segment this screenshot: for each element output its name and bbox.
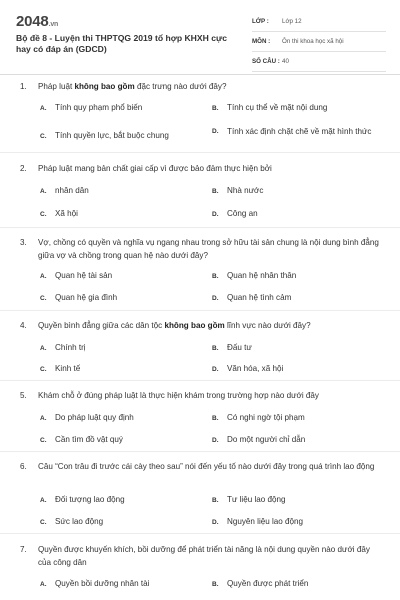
meta-value: Ôn thi khoa học xã hội [282,38,344,45]
option-letter: D. [212,437,219,444]
option-text: Quyền được phát triển [227,579,309,588]
option-d[interactable] [212,125,384,137]
option-letter: C. [40,211,47,218]
meta-row-subject [252,32,386,52]
meta-label: MÔN : [252,38,271,45]
question-stem [20,236,380,262]
option-text: Đấu tư [227,343,252,352]
option-letter: C. [40,437,47,444]
option-letter: B. [212,345,219,352]
logo-suffix: .vn [48,21,59,28]
option-c[interactable] [40,292,200,304]
option-letter: A. [40,581,47,588]
meta-label: LỚP : [252,18,269,25]
question-number: 2. [20,164,27,173]
question-divider [0,310,400,311]
logo-text: 2048 [16,13,49,30]
option-text: Đối tượng lao động [55,495,125,504]
question-number: 5. [20,391,27,400]
option-letter: B. [212,415,219,422]
option-b[interactable] [212,412,382,424]
question-7 [20,543,380,569]
option-a[interactable] [40,494,200,506]
option-d[interactable] [212,363,382,375]
option-letter: A. [40,415,47,422]
meta-row-count [252,52,386,72]
option-text: Nguyên liệu lao động [227,517,304,526]
option-c[interactable] [40,130,210,142]
option-c[interactable] [40,434,200,446]
option-a[interactable] [40,270,200,282]
option-letter: A. [40,497,47,504]
option-text: Quan hệ tài sản [55,271,113,280]
option-d[interactable] [212,208,382,220]
question-text-part: đặc trưng nào dưới đây? [134,82,227,91]
question-divider [0,533,400,534]
question-number: 7. [20,545,27,554]
option-text: Do pháp luật quy định [55,413,134,422]
meta-value: Lớp 12 [282,18,302,25]
option-letter: D. [212,519,219,526]
option-letter: D. [212,128,219,135]
option-text: Xã hội [55,209,78,218]
document-title: Bộ đề 8 - Luyện thi THPTQG 2019 tổ hợp KHXH cực hay có đáp án (GDCD) [16,33,227,54]
option-text: Có nghi ngờ tội phạm [227,413,305,422]
option-letter: B. [212,273,219,280]
question-stem [20,389,380,402]
option-a[interactable] [40,185,200,197]
question-text: Khám chỗ ở đúng pháp luật là thực hiện khám trong trường hợp nào dưới đây [38,391,319,400]
option-letter: B. [212,188,219,195]
option-text: Nhà nước [227,186,264,195]
option-letter: C. [40,133,47,140]
option-letter: A. [40,273,47,280]
option-d[interactable] [212,292,382,304]
option-text: Kinh tế [55,364,81,373]
option-text: Chính trị [55,343,86,352]
option-b[interactable] [212,578,382,590]
question-divider [0,152,400,153]
question-stem [20,543,380,569]
meta-table [252,12,386,72]
option-text: Quan hệ tình cảm [227,293,292,302]
option-letter: D. [212,366,219,373]
question-1 [20,80,380,93]
option-c[interactable] [40,208,200,220]
option-a[interactable] [40,102,200,114]
question-text-bold: không bao gồm [164,321,225,330]
option-letter: C. [40,366,47,373]
question-stem [20,162,380,175]
option-b[interactable] [212,270,382,282]
option-b[interactable] [212,342,382,354]
question-number: 3. [20,238,27,247]
option-d[interactable] [212,434,382,446]
question-stem [20,460,380,473]
question-number: 4. [20,321,27,330]
option-letter: C. [40,519,47,526]
option-b[interactable] [212,102,382,114]
option-c[interactable] [40,516,200,528]
question-text: Pháp luật mang bản chất giai cấp vì được bảo đảm thực hiện bởi [38,164,272,173]
question-5 [20,389,380,402]
question-4 [20,319,380,332]
option-a[interactable] [40,412,200,424]
option-text: Quyền bồi dưỡng nhân tài [55,579,150,588]
option-a[interactable] [40,578,200,590]
question-text: Quyền được khuyến khích, bồi dưỡng để phát triển tài năng là nội dung quyền nào dưới đây của công dân [38,545,370,567]
option-text: Tính cụ thể về mặt nội dung [227,103,328,112]
question-divider [0,451,400,452]
option-text: Tư liệu lao động [227,495,286,504]
question-stem [20,319,380,332]
option-letter: A. [40,345,47,352]
option-text: Quan hệ nhân thân [227,271,297,280]
option-text: Công an [227,209,258,218]
option-text: Quan hệ gia đình [55,293,118,302]
header [0,0,400,70]
question-3 [20,236,380,262]
question-divider [0,380,400,381]
meta-row-class [252,12,386,32]
option-a[interactable] [40,342,200,354]
question-6 [20,460,380,473]
meta-value: 40 [282,58,289,65]
option-b[interactable] [212,185,382,197]
header-divider [0,74,400,75]
option-letter: B. [212,497,219,504]
option-c[interactable] [40,363,200,375]
option-text: Sức lao động [55,517,104,526]
question-text [38,319,380,332]
question-divider [0,227,400,228]
meta-label: SỐ CÂU : [252,58,280,65]
question-text-part: Pháp luật [38,82,75,91]
option-letter: B. [212,581,219,588]
option-letter: A. [40,105,47,112]
question-text: Vợ, chồng có quyền và nghĩa vụ ngang nhau trong sở hữu tài sản chung là nội dung bình đẳng giữa vợ và chồng trong quan hệ nào dưới đây? [38,238,379,260]
question-number: 1. [20,82,27,91]
option-text: Tính quyền lực, bắt buộc chung [55,131,169,140]
option-letter: C. [40,295,47,302]
option-d[interactable] [212,516,382,528]
option-text: Do một người chỉ dẫn [227,435,306,444]
option-text: Cần tìm đồ vật quý [55,435,123,444]
site-logo[interactable] [16,13,58,30]
option-text: Tính quy phạm phổ biến [55,103,143,112]
question-stem [20,80,380,93]
question-text [38,80,380,93]
question-text-part: Quyền bình đẳng giữa các dân tộc [38,321,165,330]
option-text: Tính xác định chặt chẽ về mặt hình thức [227,126,372,136]
question-text: Câu “Con trâu đi trước cái cày theo sau” nói đến yếu tố nào dưới đây trong quá trình lao động [38,462,375,471]
question-text-bold: không bao gồm [74,82,135,91]
option-b[interactable] [212,494,382,506]
option-text: nhân dân [55,186,89,195]
option-text: Văn hóa, xã hội [227,364,284,373]
question-text-part: lĩnh vực nào dưới đây? [224,321,311,330]
question-2 [20,162,380,175]
option-letter: D. [212,295,219,302]
option-letter: B. [212,105,219,112]
option-letter: D. [212,211,219,218]
option-letter: A. [40,188,47,195]
question-number: 6. [20,462,27,471]
